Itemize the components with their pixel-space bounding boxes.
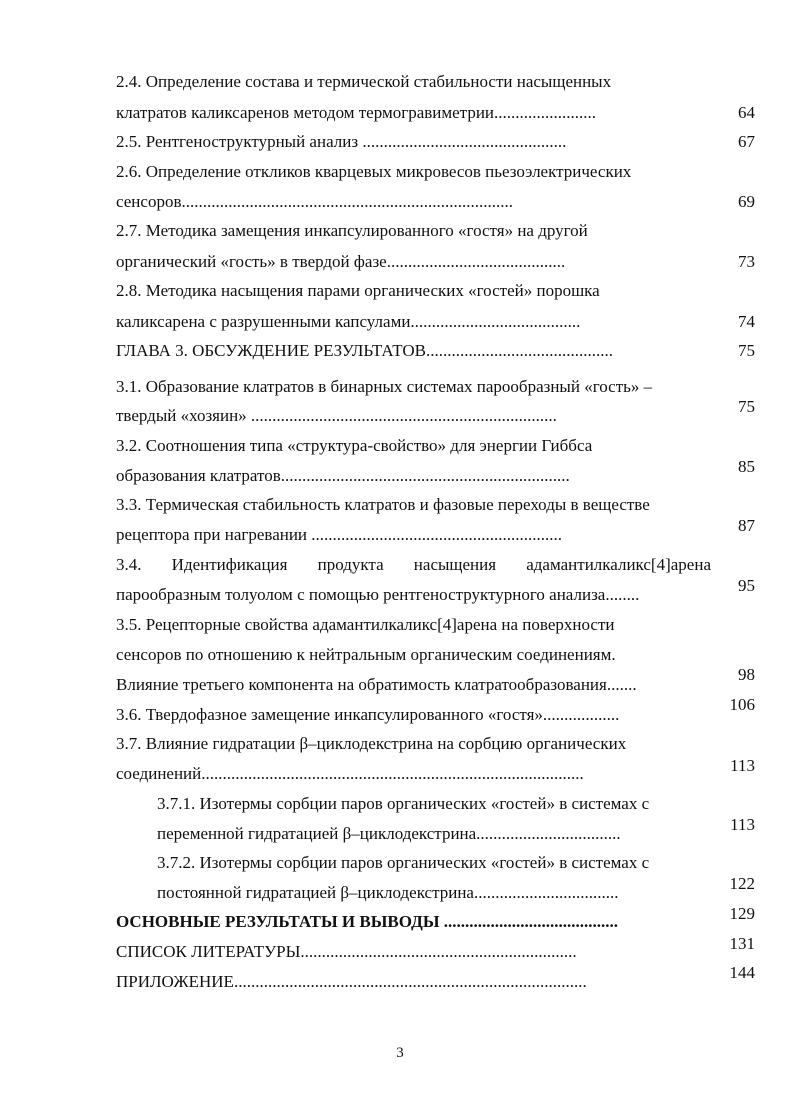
toc-line: 3.7.1. Изотермы сорбции паров органических «гостей» в системах с — [157, 794, 650, 813]
toc-line: СПИСОК ЛИТЕРАТУРЫ................................................................. — [116, 942, 577, 961]
toc-page-number: 129 — [729, 904, 755, 923]
toc-page-number: 75 — [738, 341, 755, 360]
toc-page-number: 113 — [730, 756, 755, 775]
toc-line: образования клатратов.................................................................... — [116, 466, 570, 485]
toc-line: 3.2. Соотношения типа «структура-свойство» для энергии Гиббса — [116, 436, 593, 455]
toc-line: парообразным толуолом с помощью рентгеноструктурного анализа........ — [116, 585, 640, 604]
toc-line: рецептора при нагревании ........................................................... — [116, 525, 563, 544]
toc-page-number: 106 — [729, 695, 755, 714]
toc-line: 3.6. Твердофазное замещение инкапсулированного «гостя».................. — [116, 705, 620, 724]
toc-page-number: 98 — [738, 665, 755, 684]
toc-line: 3.3. Термическая стабильность клатратов и фазовые переходы в веществе — [116, 495, 650, 514]
toc-line: переменной гидратацией β–циклодекстрина.................................. — [157, 824, 621, 843]
toc-line: каликсарена с разрушенными капсулами........................................ — [116, 312, 581, 331]
toc-page-number: 113 — [730, 815, 755, 834]
toc-page-number: 67 — [738, 132, 755, 151]
toc-page-number: 75 — [738, 397, 755, 416]
toc-line: 2.7. Методика замещения инкапсулированного «гостя» на другой — [116, 221, 588, 240]
toc-line: ОСНОВНЫЕ РЕЗУЛЬТАТЫ И ВЫВОДЫ ......................................... — [116, 912, 619, 931]
toc-page-number: 144 — [729, 963, 755, 982]
toc-line: сенсоров по отношению к нейтральным органическим соединениям. — [116, 645, 616, 664]
toc-line: 3.7. Влияние гидратации β–циклодекстрина на сорбцию органических — [116, 734, 627, 753]
page-number: 3 — [396, 1045, 404, 1061]
toc-line: органический «гость» в твердой фазе.......................................... — [116, 252, 566, 271]
toc-page-number: 85 — [738, 457, 755, 476]
toc-page-number: 122 — [729, 874, 755, 893]
toc-line: ГЛАВА 3. ОБСУЖДЕНИЕ РЕЗУЛЬТАТОВ............................................ — [116, 341, 613, 360]
toc-line: 2.4. Определение состава и термической стабильности насыщенных — [116, 72, 612, 91]
toc-line: 2.5. Рентгеноструктурный анализ ................................................ — [116, 132, 567, 151]
toc-line: соединений.......................................................................................... — [116, 764, 584, 783]
toc-line: 3.5. Рецепторные свойства адамантилкаликс[4]арена на поверхности — [116, 615, 615, 634]
toc-line: Влияние третьего компонента на обратимость клатратообразования....... — [116, 675, 637, 694]
toc-page-number: 73 — [738, 252, 755, 271]
toc-line: твердый «хозяин» ........................................................................ — [116, 406, 557, 425]
toc-line: 3.7.2. Изотермы сорбции паров органических «гостей» в системах с — [157, 853, 650, 872]
toc-page-number: 95 — [738, 576, 755, 595]
toc-page-number: 69 — [738, 192, 755, 211]
toc-line: постоянной гидратацией β–циклодекстрина.................................. — [157, 883, 619, 902]
toc-line: 3.4. Идентификация продукта насыщения адамантилкаликс[4]арена — [116, 555, 711, 574]
toc-page-number: 131 — [729, 934, 755, 953]
toc-line: 2.8. Методика насыщения парами органических «гостей» порошка — [116, 281, 600, 300]
toc-page-number: 87 — [738, 516, 755, 535]
toc-line: 3.1. Образование клатратов в бинарных системах парообразный «гость» – — [116, 377, 653, 396]
toc-line: ПРИЛОЖЕНИЕ................................................................................... — [116, 972, 587, 991]
toc-line: сенсоров.............................................................................. — [116, 192, 513, 211]
toc-page-number: 64 — [738, 103, 755, 122]
toc-line: клатратов каликсаренов методом термогравиметрии........................ — [116, 103, 597, 122]
toc-page-number: 74 — [738, 312, 755, 331]
toc-line: 2.6. Определение откликов кварцевых микровесов пьезоэлектрических — [116, 162, 632, 181]
